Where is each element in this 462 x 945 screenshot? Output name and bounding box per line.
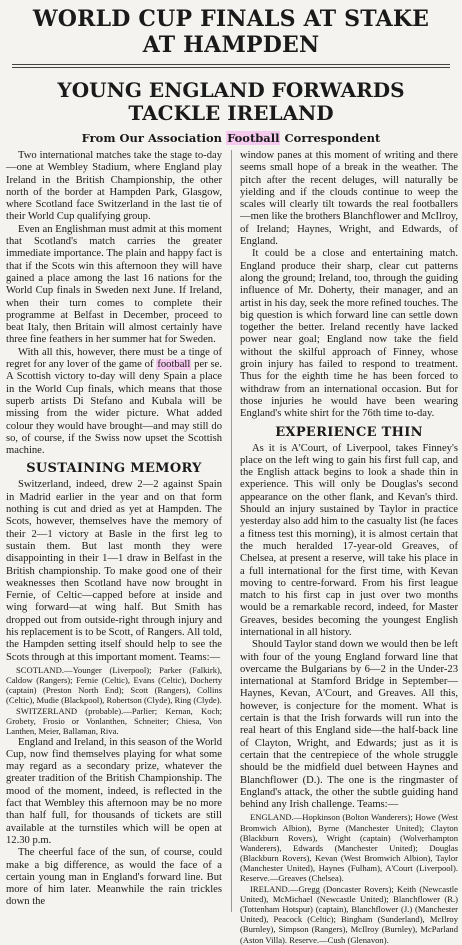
team-list: SWITZERLAND (probable).—Parlier; Kernan, Koch; Grobety, Frosio or Vonlanthen, Schneiter; Chiesa, Von Lanthen, Meier, Ballaman, Riva. [6, 706, 222, 737]
byline-suffix: Correspondent [284, 131, 381, 145]
rule-top [12, 64, 450, 65]
section-heading: EXPERIENCE THIN [275, 424, 423, 440]
paragraph: Even an Englishman must admit at this moment that Scotland's match carries the greater immediate importance. The plain and happy fact is that if the Scots win this afternoon they will have gained a place among the last 16 nations for the World Cup finals in Sweden next June. If Ireland, when their turn comes to complete their programme at Belfast in December, proceed to beat Italy, then Britain will almost certainly have three fine feathers in her summer hat for Sweden. [6, 223, 222, 346]
subhead-line-2: TACKLE IRELAND [128, 101, 334, 125]
paragraph: The cheerful face of the sun, of course, could make a big difference, as would the face of a certain young man in England's forward line. But more of him later. Meanwhile the rain trickles down the [6, 847, 222, 908]
byline-highlight: Football [227, 131, 280, 145]
column-divider [231, 150, 232, 912]
headline-line-2: AT HAMPDEN [142, 32, 320, 58]
paragraph: Switzerland, indeed, drew 2—2 against Spain in Madrid earlier in the year and on that form nothing is cut and dried as yet at Hampden. The Scots, however, themselves have the memory of their 2—1 victory at Basle in the first leg to sustain them. But last month they were disappointing in their 1—1 draw in Belfast in the British championship. To make good one of their weaknesses then Scotland have now brought in Fernie, of Celtic—capped before at inside and wing forward—at wing half. But Smith has dropped out from outside-right through injury and his replacement is to be Scott, of Rangers. All told, the Hampden setting itself should help to see the Scots through at this important moment. Teams:— [6, 479, 222, 663]
paragraph: Should Taylor stand down we would then be left with four of the young England forward line that overcame the Bulgarians by 6—2 in the Under-23 international at Stamford Bridge in September—Haynes, Kevan, A'Court, and Greaves. All this, however, is conjecture for the moment. What is certain is that the Irish forwards will run into the real heart of this England side—the half-back line of Clayton, Wright, and Edwards; just as it is certain that the centrepiece of the whole struggle should be the midfield duel between Haynes and Blanchflower (D.). The one is the ringmaster of England's attack, the other the subtle guiding hand behind any Irish challenge. Teams:— [240, 639, 458, 811]
paragraph-text: per se. A Scottish victory to-day will deny Spain a place in the World Cup finals, which means that those superb artists Di Stefano and Kubala will be missing from the wider picture. What added colour they would have brought—and may still do so, of course, if the Swiss now upset the Scottish machine. [6, 359, 222, 457]
paragraph: As it is A'Court, of Liverpool, takes Finney's place on the left wing to gain his first full cap, and the English attack begins to look a shade thin in experience. This will only be Douglas's second appearance on the other flank, and Kevan's third. Should an injury sustained by Taylor in practice yesterday also add him to the casualty list (he faces a fitness test this morning), it is almost certain that the much heralded 17-year-old Greaves, of Chelsea, at present a reserve, will take his place in a full international for the first time, with Kevan moving to centre-forward. From his first league match to his first cap in just over two months would be a remarkable record, indeed, for Master Greaves, besides becoming the youngest English international in all history. [240, 442, 458, 638]
article-column-right [240, 150, 458, 945]
search-highlight: football [157, 359, 191, 371]
paragraph: England and Ireland, in this season of the World Cup, now find themselves playing for what some may regard as a secondary prize, whatever the greater tradition of the British Championship. The mood of the moment, indeed, is reflected in the fact that Wembley this afternoon may be no more than half full, for thousands of tickets are still available at the turnstiles which will be open at 12.30 p.m. [6, 736, 223, 846]
team-list: SCOTLAND.—Younger (Liverpool); Parker (Falkirk), Caldow (Rangers); Fernie (Celtic), Evans (Celtic), Docherty (captain) (Preston North End); Scott (Rangers), Collins (Celtic), Mudie (Blackpool), Robertson (Clyde), Ring (Clyde). [6, 664, 222, 706]
paragraph: window panes at this moment of writing and there seems small hope of a break in the weather. The pitch after the recent deluges, will naturally be yielding and if the clouds continue to weep the scales will clearly tilt towards the real footballers—men like the brothers Blanchflower and McIlroy, of Ireland; Haynes, Wright, and Edwards, of England. [240, 150, 458, 248]
byline-prefix: From Our Association [81, 131, 223, 145]
team-list: IRELAND.—Gregg (Doncaster Rovers); Keith (Newcastle United), McMichael (Newcastle United); Blanchflower (R.) (Tottenham Hotspur) (captain), Blanchflower (J.) (Manchester United), Peacock (Celtic); Bingham (Sunderland), McIlroy (Burnley), Simpson (Rangers), McIlroy (Burnley), McParland (Aston Villa). Reserve.—Cush (Glenavon). [240, 884, 458, 945]
team-list: ENGLAND.—Hopkinson (Bolton Wanderers); Howe (West Bromwich Albion), Byrne (Manchester United); Clayton (Blackburn Rovers), Wright (captain) (Wolverhampton Wanderers), Edwards (Manchester United); Douglas (Blackburn Rovers), Kevan (West Bromwich Albion), Taylor (Manchester United), Haynes (Fulham), A'Court (Liverpool). Reserve.—Greaves (Chelsea). [240, 812, 458, 883]
paragraph: It could be a close and entertaining match. England produce their sharp, clear cut patterns along the ground; Ireland, too, through the guiding influence of Mr. Doherty, their manager, and an artist in his day, seek the more refined touches. The big question is which forward line can settle down together the better. Ireland recently have lacked power near goal; England now take the field without the skilful approach of Finney, whose groin injury has failed to respond to treatment. Thus for the eighth time he has been forced to withdraw from an international occasion. But for those injuries he would have been wearing England's white shirt for the 76th time to-day. [240, 248, 458, 420]
headline-line-1: WORLD CUP FINALS AT STAKE [32, 6, 430, 32]
subhead-line-1: YOUNG ENGLAND FORWARDS [57, 78, 405, 102]
byline [0, 131, 462, 145]
article-column-left [6, 150, 222, 916]
section-heading: SUSTAINING MEMORY [26, 461, 202, 477]
paragraph [6, 347, 222, 458]
paragraph-text: With all this, however, there must be a tinge of regret for any lover of the game of [6, 346, 222, 371]
paragraph: Two international matches take the stage to-day—one at Wembley Stadium, where England play Ireland in the British Championship, the other north of the border at Hampden Park, Glasgow, where Scotland face Switzerland in the last tie of their World Cup qualifying group. [6, 150, 222, 223]
rule-top-double [12, 67, 450, 68]
